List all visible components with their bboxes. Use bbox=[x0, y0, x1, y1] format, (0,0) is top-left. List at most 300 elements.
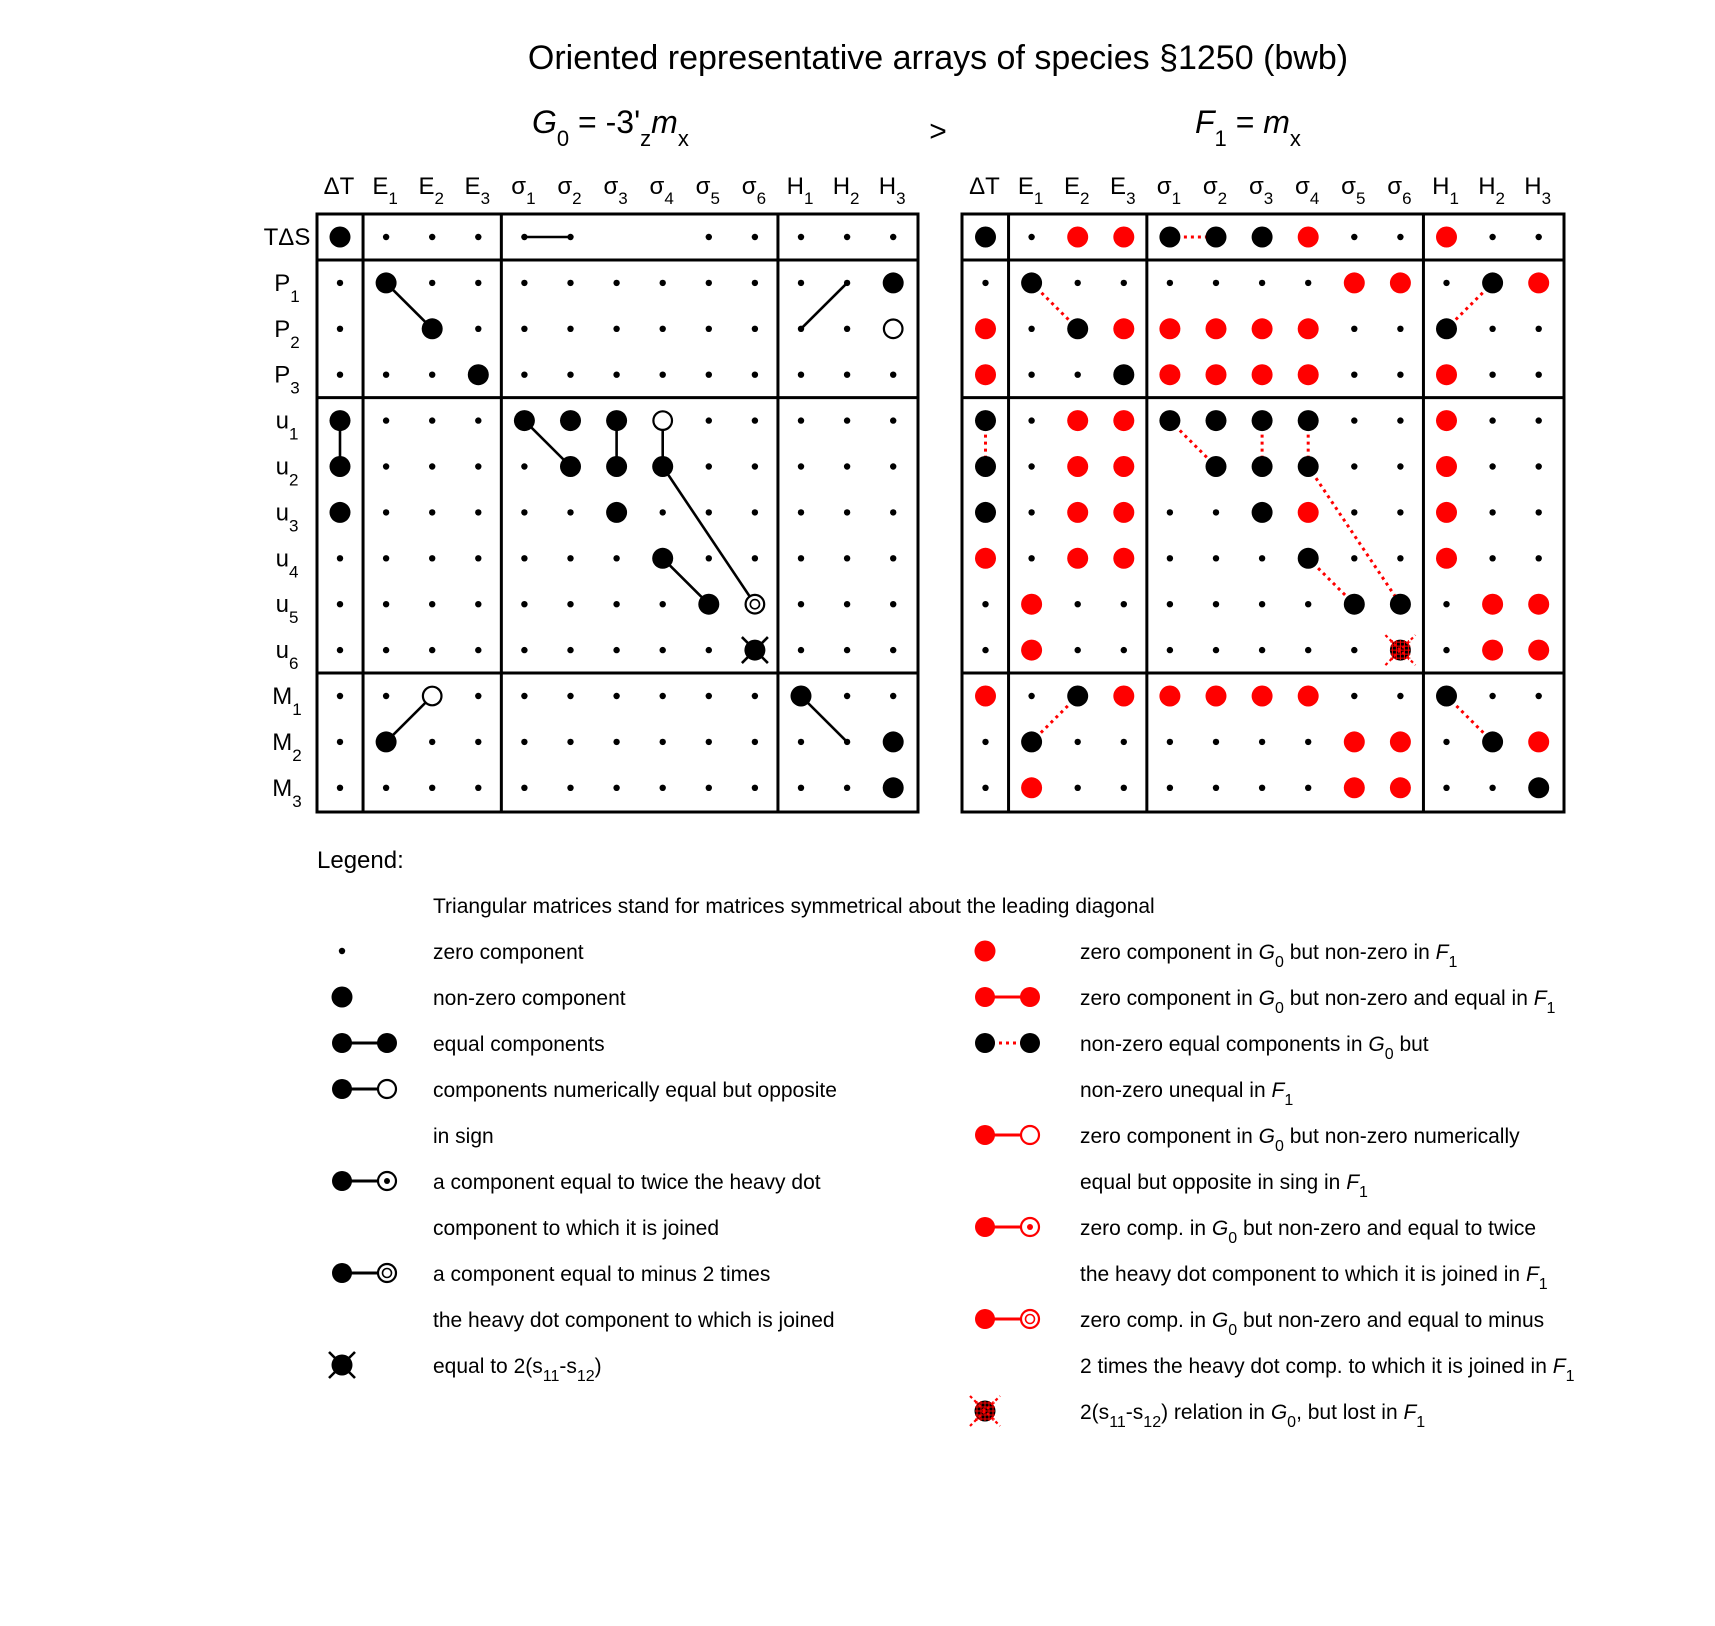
zero-component-dot bbox=[706, 280, 712, 286]
heading-variable: m bbox=[651, 104, 678, 140]
zero-component-dot bbox=[383, 463, 389, 469]
column-header-subscript: 2 bbox=[572, 189, 582, 208]
nonzero-component-dot bbox=[1298, 410, 1319, 431]
legend-text-segment: equal components bbox=[433, 1033, 605, 1056]
nonzero-component-dot bbox=[791, 686, 812, 707]
zero-component-dot bbox=[521, 555, 527, 561]
zero-in-G0-nonzero-in-F1-dot bbox=[975, 548, 996, 569]
legend-text-segment: F bbox=[1525, 1263, 1539, 1286]
zero-component-dot bbox=[613, 647, 619, 653]
zero-in-G0-nonzero-in-F1-dot bbox=[975, 318, 996, 339]
legend-subscript: 1 bbox=[1565, 1368, 1575, 1385]
zero-component-dot bbox=[1536, 463, 1542, 469]
left-column-header bbox=[372, 173, 397, 208]
zero-in-G0-nonzero-in-F1-dot bbox=[1113, 318, 1134, 339]
legend-subscript: 1 bbox=[1448, 954, 1458, 971]
right-column-header bbox=[1110, 173, 1135, 208]
zero-component-dot bbox=[475, 693, 481, 699]
legend-text-segment: zero comp. in bbox=[1080, 1217, 1212, 1240]
right-matrix-heading bbox=[1195, 104, 1301, 151]
zero-component-dot bbox=[1536, 693, 1542, 699]
legend-text-line bbox=[1080, 1171, 1368, 1201]
nonzero-component-dot bbox=[1067, 318, 1088, 339]
zero-component-dot bbox=[844, 785, 850, 791]
legend-subscript: 0 bbox=[1228, 1230, 1238, 1247]
nonzero-component-dot bbox=[1206, 456, 1227, 477]
zero-component-dot bbox=[1536, 372, 1542, 378]
column-header-subscript: 2 bbox=[434, 189, 444, 208]
zero-component-dot bbox=[521, 739, 527, 745]
zero-component-dot bbox=[1259, 785, 1265, 791]
zero-component-dot bbox=[429, 739, 435, 745]
legend-item bbox=[332, 1033, 605, 1056]
nonzero-component-dot bbox=[330, 410, 351, 431]
zero-component-dot bbox=[1075, 647, 1081, 653]
small-dot-symbol bbox=[339, 948, 345, 954]
column-header-subscript: 2 bbox=[850, 189, 860, 208]
zero-component-dot bbox=[1397, 693, 1403, 699]
zero-component-dot bbox=[475, 326, 481, 332]
zero-component-dot bbox=[1167, 555, 1173, 561]
nonzero-component-dot bbox=[975, 502, 996, 523]
zero-component-dot bbox=[844, 693, 850, 699]
zero-component-dot bbox=[521, 693, 527, 699]
zero-component-dot bbox=[1121, 601, 1127, 607]
legend-text-segment: F bbox=[1533, 987, 1547, 1010]
zero-component-dot bbox=[1028, 326, 1034, 332]
row-header-base: u bbox=[275, 407, 289, 435]
column-header-base: H bbox=[1432, 173, 1450, 200]
row-header-subscript: 1 bbox=[292, 700, 302, 719]
zero-in-G0-nonzero-in-F1-dot bbox=[1298, 502, 1319, 523]
legend-subscript: 12 bbox=[1143, 1414, 1162, 1431]
row-header-subscript: 3 bbox=[288, 516, 299, 536]
zero-component-dot bbox=[1121, 647, 1127, 653]
zero-component-dot bbox=[706, 555, 712, 561]
zero-component-dot bbox=[475, 234, 481, 240]
row-header-base: u bbox=[275, 637, 289, 665]
zero-component-dot bbox=[1536, 509, 1542, 515]
legend-subscript: 1 bbox=[1284, 1092, 1294, 1109]
legend-text-segment: G bbox=[1211, 1309, 1229, 1332]
row-header bbox=[276, 408, 299, 444]
legend-item bbox=[332, 1263, 835, 1332]
legend-text-line bbox=[433, 987, 626, 1010]
legend-text-segment: G bbox=[1211, 1217, 1229, 1240]
zero-component-dot bbox=[706, 509, 712, 515]
zero-component-dot bbox=[752, 372, 758, 378]
row-header-subscript: 1 bbox=[288, 424, 299, 444]
nonzero-component-dot bbox=[1298, 456, 1319, 477]
row-header-base: u bbox=[275, 499, 289, 527]
nonzero-component-dot bbox=[330, 502, 351, 523]
zero-component-dot bbox=[798, 647, 804, 653]
legend-subscript: 0 bbox=[1228, 1322, 1238, 1339]
zero-in-G0-nonzero-in-F1-dot bbox=[1252, 318, 1273, 339]
column-header-base: σ bbox=[511, 173, 527, 200]
legend-item bbox=[975, 1125, 1520, 1201]
zero-component-dot bbox=[1397, 372, 1403, 378]
zero-in-G0-nonzero-in-F1-dot bbox=[1067, 502, 1088, 523]
legend-text-line bbox=[1080, 1125, 1520, 1155]
zero-component-dot bbox=[706, 417, 712, 423]
zero-component-dot bbox=[383, 417, 389, 423]
row-header-subscript: 3 bbox=[292, 791, 302, 811]
legend-text-segment: G bbox=[1258, 987, 1275, 1010]
zero-component-dot bbox=[1213, 280, 1219, 286]
legend-text-segment: -s bbox=[559, 1355, 577, 1378]
row-header-base: M bbox=[272, 683, 293, 710]
legend-subscript: 0 bbox=[1384, 1046, 1394, 1063]
lost-relation-marker bbox=[1385, 635, 1415, 665]
nonzero-unequal-in-F1-link bbox=[1308, 467, 1400, 605]
zero-component-dot bbox=[1213, 601, 1219, 607]
column-header-subscript: 1 bbox=[803, 189, 814, 208]
zero-component-dot bbox=[752, 417, 758, 423]
zero-component-dot bbox=[1351, 647, 1357, 653]
row-header bbox=[272, 775, 301, 811]
zero-component-dot bbox=[1305, 647, 1311, 653]
legend-subscript: 0 bbox=[1274, 954, 1284, 971]
zero-component-dot bbox=[429, 509, 435, 515]
zero-component-dot bbox=[890, 693, 896, 699]
legend-link-start bbox=[975, 987, 995, 1007]
opposite-sign-circle bbox=[653, 411, 672, 430]
nonzero-component-dot bbox=[1298, 548, 1319, 569]
left-column-header bbox=[833, 173, 860, 208]
zero-component-dot bbox=[890, 509, 896, 515]
nonzero-component-dot bbox=[1528, 777, 1549, 798]
zero-component-dot bbox=[890, 463, 896, 469]
nonzero-component-dot bbox=[1482, 731, 1503, 752]
nonzero-component-dot bbox=[1344, 594, 1365, 615]
zero-component-dot bbox=[1167, 647, 1173, 653]
left-column-header bbox=[696, 173, 720, 208]
zero-component-dot bbox=[844, 417, 850, 423]
zero-component-dot bbox=[613, 280, 619, 286]
zero-component-dot bbox=[1397, 234, 1403, 240]
nonzero-component-dot bbox=[883, 272, 904, 293]
zero-component-dot bbox=[752, 326, 758, 332]
zero-component-dot bbox=[1167, 785, 1173, 791]
zero-component-dot bbox=[1213, 647, 1219, 653]
legend-text-line bbox=[1080, 1079, 1293, 1109]
legend-red-dot bbox=[975, 941, 996, 962]
nonzero-component-dot bbox=[606, 410, 627, 431]
zero-component-dot bbox=[567, 280, 573, 286]
zero-component-dot bbox=[1028, 463, 1034, 469]
legend-subscript: 1 bbox=[1546, 1000, 1556, 1017]
heading-subscript: z bbox=[640, 126, 652, 151]
zero-component-dot bbox=[1259, 739, 1265, 745]
legend-link-end bbox=[1021, 1310, 1039, 1328]
lost-relation-marker bbox=[970, 1396, 1000, 1426]
zero-component-dot bbox=[982, 280, 988, 286]
zero-component-dot bbox=[1489, 463, 1495, 469]
legend-subscript: 1 bbox=[1416, 1414, 1426, 1431]
zero-component-dot bbox=[798, 326, 804, 332]
row-header bbox=[274, 270, 299, 306]
zero-in-G0-nonzero-in-F1-dot bbox=[1021, 640, 1042, 661]
nonzero-component-dot bbox=[1021, 731, 1042, 752]
zero-component-dot bbox=[1536, 326, 1542, 332]
zero-component-dot bbox=[844, 601, 850, 607]
row-header-subscript: 1 bbox=[290, 286, 300, 306]
column-header-subscript: 1 bbox=[1449, 189, 1459, 208]
zero-component-dot bbox=[982, 739, 988, 745]
row-header-subscript: 3 bbox=[290, 378, 300, 398]
zero-component-dot bbox=[337, 555, 343, 561]
legend-text-segment: -s bbox=[1125, 1401, 1144, 1424]
legend-text-segment: zero component in bbox=[1080, 987, 1259, 1010]
zero-in-G0-nonzero-in-F1-dot bbox=[975, 686, 996, 707]
zero-component-dot bbox=[567, 372, 573, 378]
zero-component-dot bbox=[383, 555, 389, 561]
zero-in-G0-nonzero-in-F1-dot bbox=[1482, 640, 1503, 661]
equal-relation-link bbox=[663, 467, 755, 605]
zero-in-G0-nonzero-in-F1-dot bbox=[1067, 410, 1088, 431]
legend-subscript: 11 bbox=[1109, 1414, 1126, 1431]
zero-component-dot bbox=[1259, 555, 1265, 561]
zero-component-dot bbox=[429, 555, 435, 561]
zero-component-dot bbox=[1213, 739, 1219, 745]
row-header-subscript: 2 bbox=[288, 470, 299, 490]
legend-text-line bbox=[1080, 1033, 1429, 1063]
legend-text-line bbox=[433, 941, 584, 964]
zero-component-dot bbox=[613, 739, 619, 745]
column-header-base: σ bbox=[695, 173, 711, 200]
column-header-subscript: 3 bbox=[1541, 189, 1552, 208]
row-header-base: u bbox=[275, 545, 289, 573]
zero-in-G0-nonzero-in-F1-dot bbox=[975, 364, 996, 385]
nonzero-component-dot bbox=[883, 777, 904, 798]
zero-component-dot bbox=[752, 785, 758, 791]
legend-subscript: 1 bbox=[1359, 1184, 1368, 1201]
zero-in-G0-nonzero-in-F1-dot bbox=[1113, 548, 1134, 569]
zero-component-dot bbox=[706, 234, 712, 240]
row-header-subscript: 2 bbox=[290, 332, 300, 352]
zero-component-dot bbox=[1397, 326, 1403, 332]
column-header-base: H bbox=[832, 173, 851, 200]
nonzero-component-dot bbox=[975, 456, 996, 477]
zero-in-G0-nonzero-in-F1-dot bbox=[1528, 594, 1549, 615]
zero-component-dot bbox=[798, 601, 804, 607]
legend-note: Triangular matrices stand for matrices symmetrical about the leading diagonal bbox=[433, 895, 1155, 918]
nonzero-component-dot bbox=[652, 548, 673, 569]
zero-component-dot bbox=[567, 693, 573, 699]
zero-component-dot bbox=[752, 693, 758, 699]
legend-link-start bbox=[332, 1079, 352, 1099]
zero-in-G0-nonzero-in-F1-dot bbox=[1436, 364, 1457, 385]
zero-component-dot bbox=[1489, 372, 1495, 378]
zero-component-dot bbox=[1028, 417, 1034, 423]
zero-component-dot bbox=[1167, 739, 1173, 745]
zero-component-dot bbox=[1489, 555, 1495, 561]
legend-text-segment: but bbox=[1393, 1033, 1429, 1056]
heading-equals: = -3' bbox=[569, 104, 641, 140]
legend-text-segment: F bbox=[1552, 1355, 1566, 1378]
legend-text-segment: zero component in bbox=[1080, 941, 1259, 964]
zero-component-dot bbox=[1075, 785, 1081, 791]
legend-text-segment: zero component in bbox=[1080, 1125, 1259, 1148]
zero-component-dot bbox=[844, 509, 850, 515]
zero-component-dot bbox=[1167, 601, 1173, 607]
opposite-pair-symbol bbox=[332, 1079, 396, 1099]
zero-component-dot bbox=[890, 234, 896, 240]
right-column-header bbox=[1249, 173, 1273, 208]
legend-text-segment: the heavy dot component to which is joined bbox=[433, 1309, 835, 1332]
legend-link-start bbox=[332, 1033, 352, 1053]
zero-component-dot bbox=[706, 785, 712, 791]
equal-relation-link bbox=[801, 283, 847, 329]
zero-component-dot bbox=[798, 739, 804, 745]
row-header bbox=[276, 499, 299, 535]
red-equal-pair-symbol bbox=[975, 987, 1040, 1007]
heading-subscript: x bbox=[1289, 126, 1301, 151]
left-column-header bbox=[603, 173, 627, 208]
nonzero-component-dot bbox=[1206, 410, 1227, 431]
zero-component-dot bbox=[475, 509, 481, 515]
column-header-base: E bbox=[1110, 173, 1127, 200]
zero-component-dot bbox=[1536, 234, 1542, 240]
zero-component-dot bbox=[1121, 739, 1127, 745]
legend-link-start bbox=[332, 1263, 352, 1283]
legend-text-segment: but non-zero and equal to twice bbox=[1237, 1217, 1537, 1240]
nonzero-component-dot bbox=[1252, 502, 1273, 523]
zero-in-G0-nonzero-in-F1-dot bbox=[1528, 640, 1549, 661]
zero-component-dot bbox=[890, 647, 896, 653]
column-header-subscript: 3 bbox=[480, 189, 491, 208]
zero-component-dot bbox=[475, 647, 481, 653]
zero-component-dot bbox=[1121, 280, 1127, 286]
zero-in-G0-nonzero-in-F1-dot bbox=[1528, 272, 1549, 293]
zero-component-dot bbox=[982, 601, 988, 607]
zero-component-dot bbox=[521, 463, 527, 469]
zero-component-dot bbox=[660, 785, 666, 791]
column-header-subscript: 3 bbox=[1263, 189, 1274, 208]
column-header-base: σ bbox=[1341, 173, 1356, 200]
row-header bbox=[264, 224, 311, 251]
zero-component-dot bbox=[521, 326, 527, 332]
legend-text-segment: but non-zero numerically bbox=[1283, 1125, 1520, 1148]
heading-subscript: x bbox=[677, 126, 689, 151]
row-header-subscript: 5 bbox=[288, 608, 299, 628]
column-header-base: H bbox=[878, 173, 897, 200]
zero-component-dot bbox=[1397, 463, 1403, 469]
heading-equals: = bbox=[1226, 104, 1264, 140]
zero-in-G0-nonzero-in-F1-dot bbox=[1436, 227, 1457, 248]
zero-component-dot bbox=[1351, 326, 1357, 332]
nonzero-component-dot bbox=[1252, 410, 1273, 431]
legend-text-segment: ) bbox=[594, 1355, 602, 1378]
zero-in-G0-nonzero-in-F1-dot bbox=[1390, 731, 1411, 752]
legend-text-segment: but non-zero and equal to minus bbox=[1237, 1309, 1545, 1332]
legend-item bbox=[975, 1033, 1429, 1109]
legend-text-segment: but non-zero and equal in bbox=[1283, 987, 1534, 1010]
legend-text-segment: ) relation in bbox=[1161, 1401, 1271, 1424]
zero-component-dot bbox=[1305, 785, 1311, 791]
legend-link-end bbox=[378, 1080, 396, 1098]
legend-item bbox=[970, 1396, 1425, 1431]
zero-component-dot bbox=[844, 739, 850, 745]
column-header-base: σ bbox=[1156, 173, 1172, 200]
zero-in-G0-nonzero-in-F1-dot bbox=[1298, 227, 1319, 248]
right-matrix bbox=[962, 173, 1564, 812]
zero-component-dot bbox=[521, 280, 527, 286]
zero-component-dot bbox=[1397, 555, 1403, 561]
column-header-subscript: 3 bbox=[1126, 189, 1136, 208]
matrix-heading-text bbox=[1195, 104, 1301, 151]
zero-component-dot bbox=[521, 647, 527, 653]
legend-link-end bbox=[1020, 1033, 1040, 1053]
nonzero-component-dot bbox=[1252, 456, 1273, 477]
left-column-header bbox=[557, 173, 581, 208]
column-header-base: σ bbox=[1295, 173, 1310, 200]
nonzero-component-dot bbox=[468, 364, 489, 385]
column-header-base: σ bbox=[1387, 173, 1403, 200]
relation-symbol: > bbox=[929, 115, 947, 148]
right-column-header bbox=[1387, 173, 1411, 208]
column-header-base: σ bbox=[1248, 173, 1264, 200]
legend bbox=[317, 847, 1575, 1431]
lost-cross-dot-symbol bbox=[970, 1396, 1000, 1426]
column-header-base: E bbox=[372, 173, 389, 200]
legend-text-line bbox=[1080, 1263, 1548, 1293]
legend-text-line bbox=[433, 1309, 835, 1332]
zero-component-dot bbox=[660, 326, 666, 332]
zero-component-dot bbox=[1397, 509, 1403, 515]
left-column-header bbox=[324, 173, 355, 200]
legend-link-start bbox=[332, 1171, 352, 1191]
zero-component-dot bbox=[1213, 509, 1219, 515]
legend-text-segment: F bbox=[1271, 1079, 1285, 1102]
zero-component-dot bbox=[844, 555, 850, 561]
zero-component-dot bbox=[383, 509, 389, 515]
zero-component-dot bbox=[890, 555, 896, 561]
column-header-subscript: 2 bbox=[1495, 189, 1506, 208]
zero-component-dot bbox=[475, 601, 481, 607]
zero-component-dot bbox=[429, 417, 435, 423]
nonzero-component-dot bbox=[1436, 318, 1457, 339]
opposite-sign-circle bbox=[423, 687, 442, 706]
right-column-header bbox=[1478, 173, 1505, 208]
legend-item bbox=[329, 1352, 602, 1385]
zero-component-dot bbox=[844, 234, 850, 240]
zero-component-dot bbox=[844, 647, 850, 653]
left-column-header bbox=[511, 173, 535, 208]
zero-component-dot bbox=[429, 463, 435, 469]
row-header-subscript: 6 bbox=[288, 654, 299, 674]
row-header-subscript: 4 bbox=[288, 562, 299, 582]
zero-component-dot bbox=[613, 555, 619, 561]
zero-in-G0-nonzero-in-F1-dot bbox=[1206, 318, 1227, 339]
zero-component-dot bbox=[567, 234, 573, 240]
red-dot-symbol bbox=[975, 941, 996, 962]
legend-link-start bbox=[975, 1033, 995, 1053]
legend-text-segment: component to which it is joined bbox=[433, 1217, 719, 1240]
column-header-base: ΔT bbox=[969, 173, 1000, 200]
zero-component-dot bbox=[1443, 739, 1449, 745]
legend-text-segment: a component equal to twice the heavy dot bbox=[433, 1171, 821, 1194]
legend-item bbox=[332, 1171, 821, 1240]
row-header-base: TΔS bbox=[263, 224, 311, 251]
zero-component-dot bbox=[429, 372, 435, 378]
zero-component-dot bbox=[1536, 417, 1542, 423]
legend-text-segment: in sign bbox=[433, 1125, 494, 1148]
row-header-base: M bbox=[272, 774, 293, 802]
column-header-subscript: 6 bbox=[756, 189, 767, 208]
zero-component-dot bbox=[337, 280, 343, 286]
